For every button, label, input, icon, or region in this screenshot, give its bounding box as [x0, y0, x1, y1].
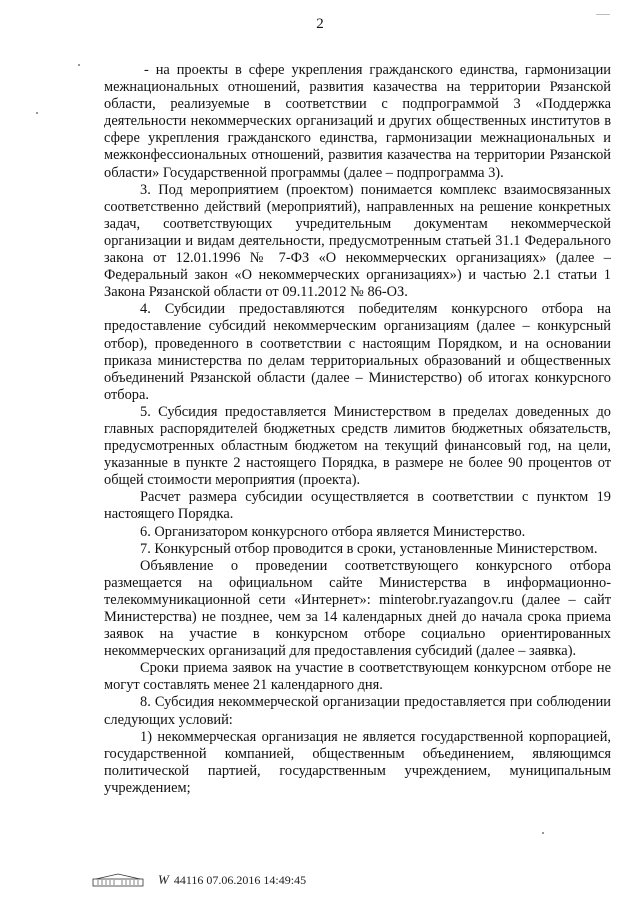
footer-registration-stamp: [158, 872, 306, 888]
footer-glyph: W: [158, 872, 169, 887]
document-body: [104, 62, 611, 797]
footer-stamp-text: 44116 07.06.2016 14:49:45: [173, 873, 307, 887]
paragraph-2: 3. Под мероприятием (проектом) понимается комплекс взаимосвязанных соответственно действий (мероприятий), направленных на решение конкретных задач, соответствующих учредительным документам некоммерческой организации и видам деятельности, предусмотренным статьей 31.1 Федерального закона от 12.01.1996 № 7-ФЗ «О некоммерческих организациях» (далее – Федеральный закон «О некоммерческих организациях») и частью 2.1 статьи 1 Закона Рязанской области от 09.11.2012 № 86-ОЗ.: [104, 181, 611, 301]
paragraph-10: 8. Субсидия некоммерческой организации предоставляется при соблюдении следующих условий:: [104, 694, 611, 728]
page-number: 2: [316, 16, 324, 32]
paragraph-3: 4. Субсидии предоставляются победителям конкурсного отбора на предоставление субсидий некоммерческим организациям (далее – конкурсный отбор), проведенного в соответствии с настоящим Порядком, и на основании приказа министерства по делам территориальных образований и общественных объединений Рязанской области (далее – Министерство) об итогах конкурсного отбора.: [104, 301, 611, 403]
paragraph-7: 7. Конкурсный отбор проводится в сроки, установленные Министерством.: [140, 540, 598, 557]
document-footer: [92, 870, 352, 890]
paragraph-5: Расчет размера субсидии осуществляется в соответствии с пунктом 19 настоящего Порядка.: [104, 489, 611, 523]
paragraph-11: 1) некоммерческая организация не является государственной корпорацией, государственной компанией, общественным объединением, являющимся политической партией, государственным учреждением, муниципальным учреждением;: [104, 728, 611, 796]
paragraph-6: 6. Организатором конкурсного отбора является Министерство.: [140, 523, 526, 540]
paragraph-9: Сроки приема заявок на участие в соответствующем конкурсном отборе не могут составлять менее 21 календарного дня.: [104, 660, 611, 694]
scan-speck: [78, 64, 80, 66]
paragraph-4: 5. Субсидия предоставляется Министерством в пределах доведенных до главных распорядителей бюджетных средств лимитов бюджетных обязательств, предусмотренных областным бюджетом на текущий финансовый год, на цели, указанные в пункте 2 настоящего Порядка, в размере не более 90 процентов от общей стоимости мероприятия (проекта).: [104, 403, 611, 489]
paragraph-1: - на проекты в сфере укрепления гражданского единства, гармонизации межнациональных отношений, развития казачества на территории Рязанской области, реализуемые в соответствии с подпрограммой 3 «Поддержка деятельности некоммерческих организаций и других общественных институтов в сфере укрепления гражданского единства, гармонизации межнациональных и межконфессиональных отношений, развития казачества на территории Рязанской области» Государственной программы (далее – подпрограмма 3).: [104, 62, 611, 181]
document-system-logo-icon: [92, 873, 144, 887]
scan-speck: [596, 14, 610, 15]
scan-speck: [36, 112, 38, 114]
scan-speck: [542, 832, 544, 834]
paragraph-8: Объявление о проведении соответствующего конкурсного отбора размещается на официальном сайте Министерства в информационно-телекоммуникационной сети «Интернет»: minterobr.ryazangov.ru (далее – сайт Министерства) не позднее, чем за 14 календарных дней до начала срока приема заявок на участие в конкурсном отборе социально ориентированных некоммерческих организаций для предоставления субсидий (далее – заявка).: [104, 557, 611, 660]
